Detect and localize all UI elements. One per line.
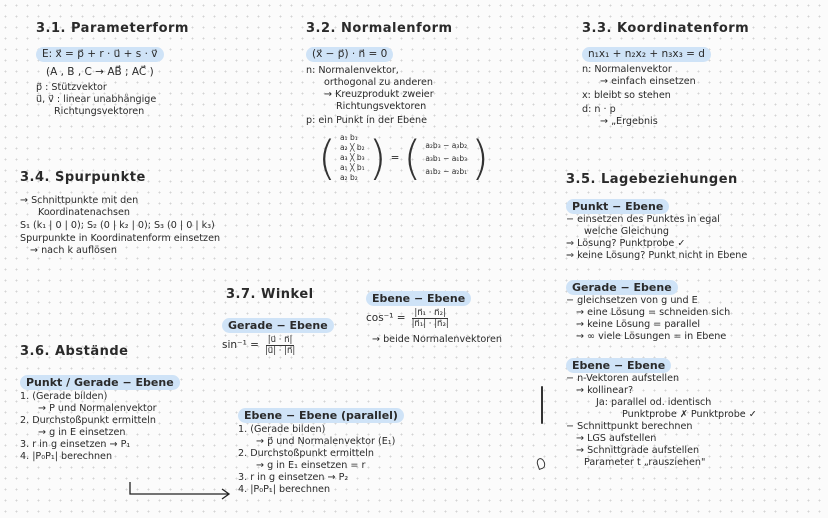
cross-product bbox=[318, 133, 489, 183]
text-line: − n-Vektoren aufstellen bbox=[566, 373, 680, 384]
subheading: Ebene − Ebene (parallel) bbox=[238, 408, 404, 423]
pen-mark bbox=[535, 457, 546, 470]
text-line: Ja: parallel od. identisch bbox=[596, 397, 712, 408]
section-title: 3.5. Lagebeziehungen bbox=[566, 172, 738, 187]
text-line: n: Normalenvektor bbox=[582, 64, 672, 75]
section-title: 3.2. Normalenform bbox=[306, 21, 453, 36]
text-line: 2. Durchstoßpunkt ermitteln bbox=[20, 415, 156, 426]
text-line: 1. (Gerade bilden) bbox=[238, 424, 326, 435]
text-line: → eine Lösung = schneiden sich bbox=[576, 307, 731, 318]
section-ebene-ebene-abstand bbox=[238, 404, 404, 496]
subheading: Gerade − Ebene bbox=[566, 280, 678, 295]
text-line: 3. r in g einsetzen → P₂ bbox=[238, 472, 349, 483]
text-line: 3. r in g einsetzen → P₁ bbox=[20, 439, 131, 450]
text-line: d: n · p bbox=[582, 104, 616, 115]
matrix-cell: a₁ ╳ b₁ bbox=[339, 163, 365, 172]
subheading: Punkt / Gerade − Ebene bbox=[20, 375, 180, 390]
text-line: → Kreuzprodukt zweier bbox=[324, 89, 434, 100]
text-line: u⃗, v⃗ : linear unabhängige bbox=[36, 94, 157, 105]
angle-fraction bbox=[263, 335, 297, 356]
text-line: → ∞ viele Lösungen = in Ebene bbox=[576, 331, 727, 342]
text-line: Richtungsvektoren bbox=[54, 106, 145, 117]
text-line: → Schnittgrade aufstellen bbox=[576, 445, 700, 456]
matrix-cell: a₁ b₁ bbox=[339, 133, 358, 142]
section-spurpunkte bbox=[20, 170, 220, 257]
text-line: − Schnittpunkt berechnen bbox=[566, 421, 693, 432]
text-line: → kollinear? bbox=[576, 385, 634, 396]
text-line: → p⃗ und Normalenvektor (E₁) bbox=[256, 436, 396, 447]
text-line: ⇒ Lösung? Punktprobe ✓ bbox=[566, 238, 686, 249]
angle-fraction bbox=[410, 308, 451, 329]
section-normalenform bbox=[306, 21, 489, 183]
text-line: → LGS aufstellen bbox=[576, 433, 657, 444]
matrix-cell: a₂ b₂ bbox=[339, 173, 358, 182]
parameter-equation: E: x⃗ = p⃗ + r · u⃗ + s · v⃗ bbox=[36, 47, 164, 62]
paren-right: ) bbox=[368, 131, 387, 185]
winkel-ebene-ebene bbox=[366, 287, 471, 327]
matrix-cell: a₂ ╳ b₂ bbox=[339, 143, 365, 152]
section-title: 3.7. Winkel bbox=[226, 287, 314, 302]
text-line: → g in E₁ einsetzen = r bbox=[256, 460, 366, 471]
text-line: 1. (Gerade bilden) bbox=[20, 391, 108, 402]
matrix-right bbox=[425, 139, 467, 178]
fraction-numerator: |u⃗ · n⃗| bbox=[267, 335, 293, 345]
section-parameterform bbox=[36, 21, 189, 118]
text-line: → Schnittpunkte mit den bbox=[20, 195, 139, 206]
section-title: 3.3. Koordinatenform bbox=[582, 21, 750, 36]
equals-sign: = bbox=[390, 151, 400, 164]
text-line: p⃗ : Stützvektor bbox=[36, 82, 107, 93]
matrix-left bbox=[340, 133, 365, 183]
fraction-denominator: |u⃗| · |n⃗| bbox=[264, 346, 296, 356]
fraction-numerator: |n⃗₁ · n⃗₂| bbox=[414, 308, 446, 318]
subheading: Ebene − Ebene bbox=[366, 291, 471, 306]
text-line: ⇒ keine Lösung? Punkt nicht in Ebene bbox=[566, 250, 748, 261]
text-line: → keine Lösung = parallel bbox=[576, 319, 701, 330]
text-line: n: Normalenvektor, bbox=[306, 65, 399, 76]
text-line: 4. |P₀P₁| berechnen bbox=[238, 484, 331, 495]
paren-left: ( bbox=[318, 131, 336, 185]
text-line: Punktprobe ✗ Punktprobe ✓ bbox=[622, 409, 757, 420]
section-koordinatenform bbox=[582, 21, 749, 128]
winkel-gerade-ebene bbox=[222, 314, 334, 356]
section-title: 3.1. Parameterform bbox=[36, 21, 189, 36]
text-line: → einfach einsetzen bbox=[600, 76, 696, 87]
text-line: → „Ergebnis bbox=[600, 116, 658, 127]
bracket-line bbox=[541, 386, 543, 424]
points-note: (A , B , C → AB⃗ ; AC⃗ ) bbox=[46, 66, 154, 78]
matrix-cell: a₃b₁ − a₁b₃ bbox=[425, 153, 468, 163]
section-abstaende bbox=[20, 344, 180, 463]
matrix-cell: a₁b₂ − a₂b₁ bbox=[425, 166, 468, 176]
text-line: − einsetzen des Punktes in egal bbox=[566, 214, 720, 225]
matrix-cell: a₃ ╳ b₃ bbox=[339, 153, 365, 162]
arrow-right-icon bbox=[128, 480, 238, 500]
paren-right: ) bbox=[471, 131, 490, 185]
formula-lhs: cos⁻¹ = bbox=[366, 312, 406, 324]
text-line: 2. Durchstoßpunkt ermitteln bbox=[238, 448, 374, 459]
formula-lhs: sin⁻¹ = bbox=[222, 339, 259, 351]
subheading: Gerade − Ebene bbox=[222, 318, 334, 333]
text-line: S₁ (k₁ | 0 | 0); S₂ (0 | k₂ | 0); S₃ (0 | 0 | k₃) bbox=[20, 220, 215, 231]
text-line: → nach k auflösen bbox=[30, 245, 117, 256]
subheading: Ebene − Ebene bbox=[566, 358, 671, 373]
text-line: welche Gleichung bbox=[584, 226, 669, 237]
text-line: x: bleibt so stehen bbox=[582, 90, 671, 101]
section-title: 3.4. Spurpunkte bbox=[20, 170, 146, 185]
section-winkel-title bbox=[226, 287, 314, 302]
section-lagebeziehungen bbox=[566, 172, 757, 469]
section-title: 3.6. Abstände bbox=[20, 344, 129, 359]
text-line: Koordinatenachsen bbox=[38, 207, 131, 218]
normal-equation: (x⃗ − p⃗) · n⃗ = 0 bbox=[306, 47, 393, 62]
coordinate-equation: n₁x₁ + n₂x₂ + n₃x₃ = d bbox=[582, 47, 711, 62]
text-line: p: ein Punkt in der Ebene bbox=[306, 115, 428, 126]
text-line: 4. |P₀P₁| berechnen bbox=[20, 451, 113, 462]
text-line: Spurpunkte in Koordinatenform einsetzen bbox=[20, 233, 221, 244]
text-line: − gleichsetzen von g und E bbox=[566, 295, 698, 306]
matrix-cell: a₂b₃ − a₃b₂ bbox=[425, 140, 468, 150]
text-line: → g in E einsetzen bbox=[38, 427, 126, 438]
text-line: → P und Normalenvektor bbox=[38, 403, 157, 414]
text-line: Richtungsvektoren bbox=[336, 101, 427, 112]
winkel-note: → beide Normalenvektoren bbox=[372, 334, 502, 345]
text-line: orthogonal zu anderen bbox=[324, 77, 433, 88]
text-line: Parameter t „rausziehen" bbox=[584, 457, 706, 468]
fraction-denominator: |n⃗₁| · |n⃗₂| bbox=[411, 319, 449, 329]
paren-left: ( bbox=[403, 131, 422, 185]
subheading: Punkt − Ebene bbox=[566, 199, 669, 214]
